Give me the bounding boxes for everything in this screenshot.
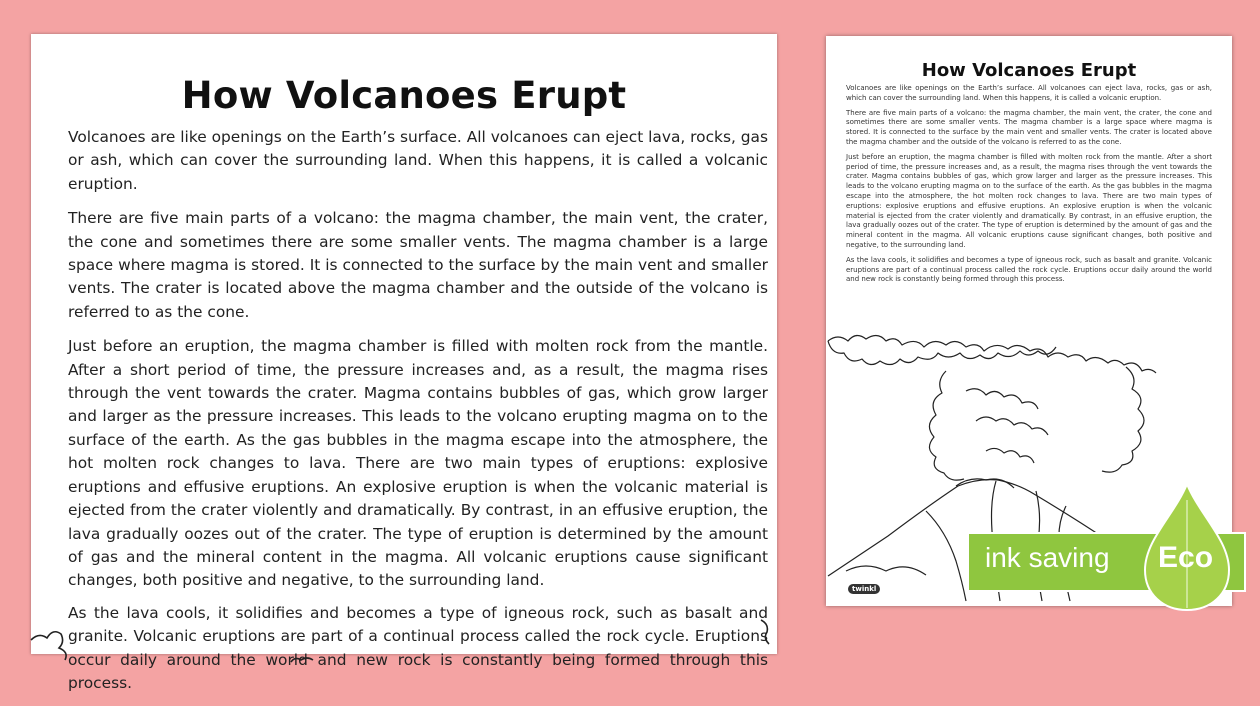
preview-body (846, 84, 1212, 290)
ink-saving-label: ink saving (985, 542, 1110, 573)
preview-paragraph-parts: There are five main parts of a volcano: the magma chamber, the main vent, the crater, the cone and sometimes there are some smaller vents. The magma chamber is a large space where magma is stored. It is connected to the surface by the main vent and smaller vents. The crater is located above the magma chamber and the outside of the volcano is referred to as the cone. (846, 108, 1212, 146)
paragraph-eruption: Just before an eruption, the magma chamber is filled with molten rock from the mantle. After a short period of time, the pressure increases and, as a result, the magma rises through the vent towards the crater. Magma contains bubbles of gas, which grow larger and larger as the pressure increases. This leads to the volcano erupting magma on to the surface of the earth. As the gas bubbles in the magma escape into the atmosphere, the hot molten rock changes to lava. There are two main types of eruptions: explosive eruptions and effusive eruptions. An explosive eruption is when the volcanic material is ejected from the crater violently and dramatically. By contrast, in an effusive eruption, the lava gradually oozes out of the crater. The type of eruption is determined by the amount of gas and the mineral content in the magma. All volcanic eruptions cause significant changes, both positive and negative, to the surrounding land. (68, 337, 768, 590)
paragraph-parts: There are five main parts of a volcano: the magma chamber, the main vent, the crater, the cone and sometimes there are some smaller vents. The magma chamber is a large space where magma is stored. It is connected to the surface by the main vent and smaller vents. The crater is located above the magma chamber and the outside of the volcano is referred to as the cone. (68, 209, 768, 321)
cloud-sketch-edge (31, 594, 777, 664)
twinkl-logo: twinkl (848, 584, 880, 594)
preview-paragraph-intro: Volcanoes are like openings on the Earth’s surface. All volcanoes can eject lava, rocks, gas or ash, which can cover the surrounding land. When this happens, it is called a volcanic eruption. (846, 84, 1212, 102)
preview-title: How Volcanoes Erupt (921, 60, 1137, 81)
eco-label: Eco (1158, 541, 1214, 574)
preview-paragraph-eruption: Just before an eruption, the magma chamber is filled with molten rock from the mantle. After a short period of time, the pressure increases and, as a result, the magma rises through the vent towards the crater. Magma contains bubbles of gas, which grow larger and larger as the pressure increases. This leads to the volcano erupting magma on to the surface of the earth. As the gas bubbles in the magma escape into the atmosphere, the hot molten rock changes to lava. There are two main types of eruptions: explosive eruptions and effusive eruptions. An explosive eruption is when the volcanic material is ejected from the crater violently and dramatically. By contrast, in an effusive eruption, the lava gradually oozes out of the crater. The type of eruption is determined by the amount of gas and the mineral content in the magma. All volcanic eruptions cause significant changes, both positive and negative, to the surrounding land. (846, 152, 1212, 249)
page-title: How Volcanoes Erupt (181, 74, 627, 117)
preview-paragraph-cooling: As the lava cools, it solidifies and becomes a type of igneous rock, such as basalt and granite. Volcanic eruptions are part of a continual process called the rock cycle. Eruptions occur daily around the world and new rock is constantly being formed through this process. (846, 255, 1212, 284)
paragraph-intro: Volcanoes are like openings on the Earth’s surface. All volcanoes can eject lava, rocks, gas or ash, which can cover the surrounding land. When this happens, it is called a volcanic eruption. (68, 128, 768, 193)
worksheet-large (31, 34, 777, 692)
paragraph-cooling: As the lava cools, it solidifies and becomes a type of igneous rock, such as basalt and granite. Volcanic eruptions are part of a continual process called the rock cycle. Eruptions occur daily around the world and new rock is constantly being formed through this process. (68, 603, 768, 692)
